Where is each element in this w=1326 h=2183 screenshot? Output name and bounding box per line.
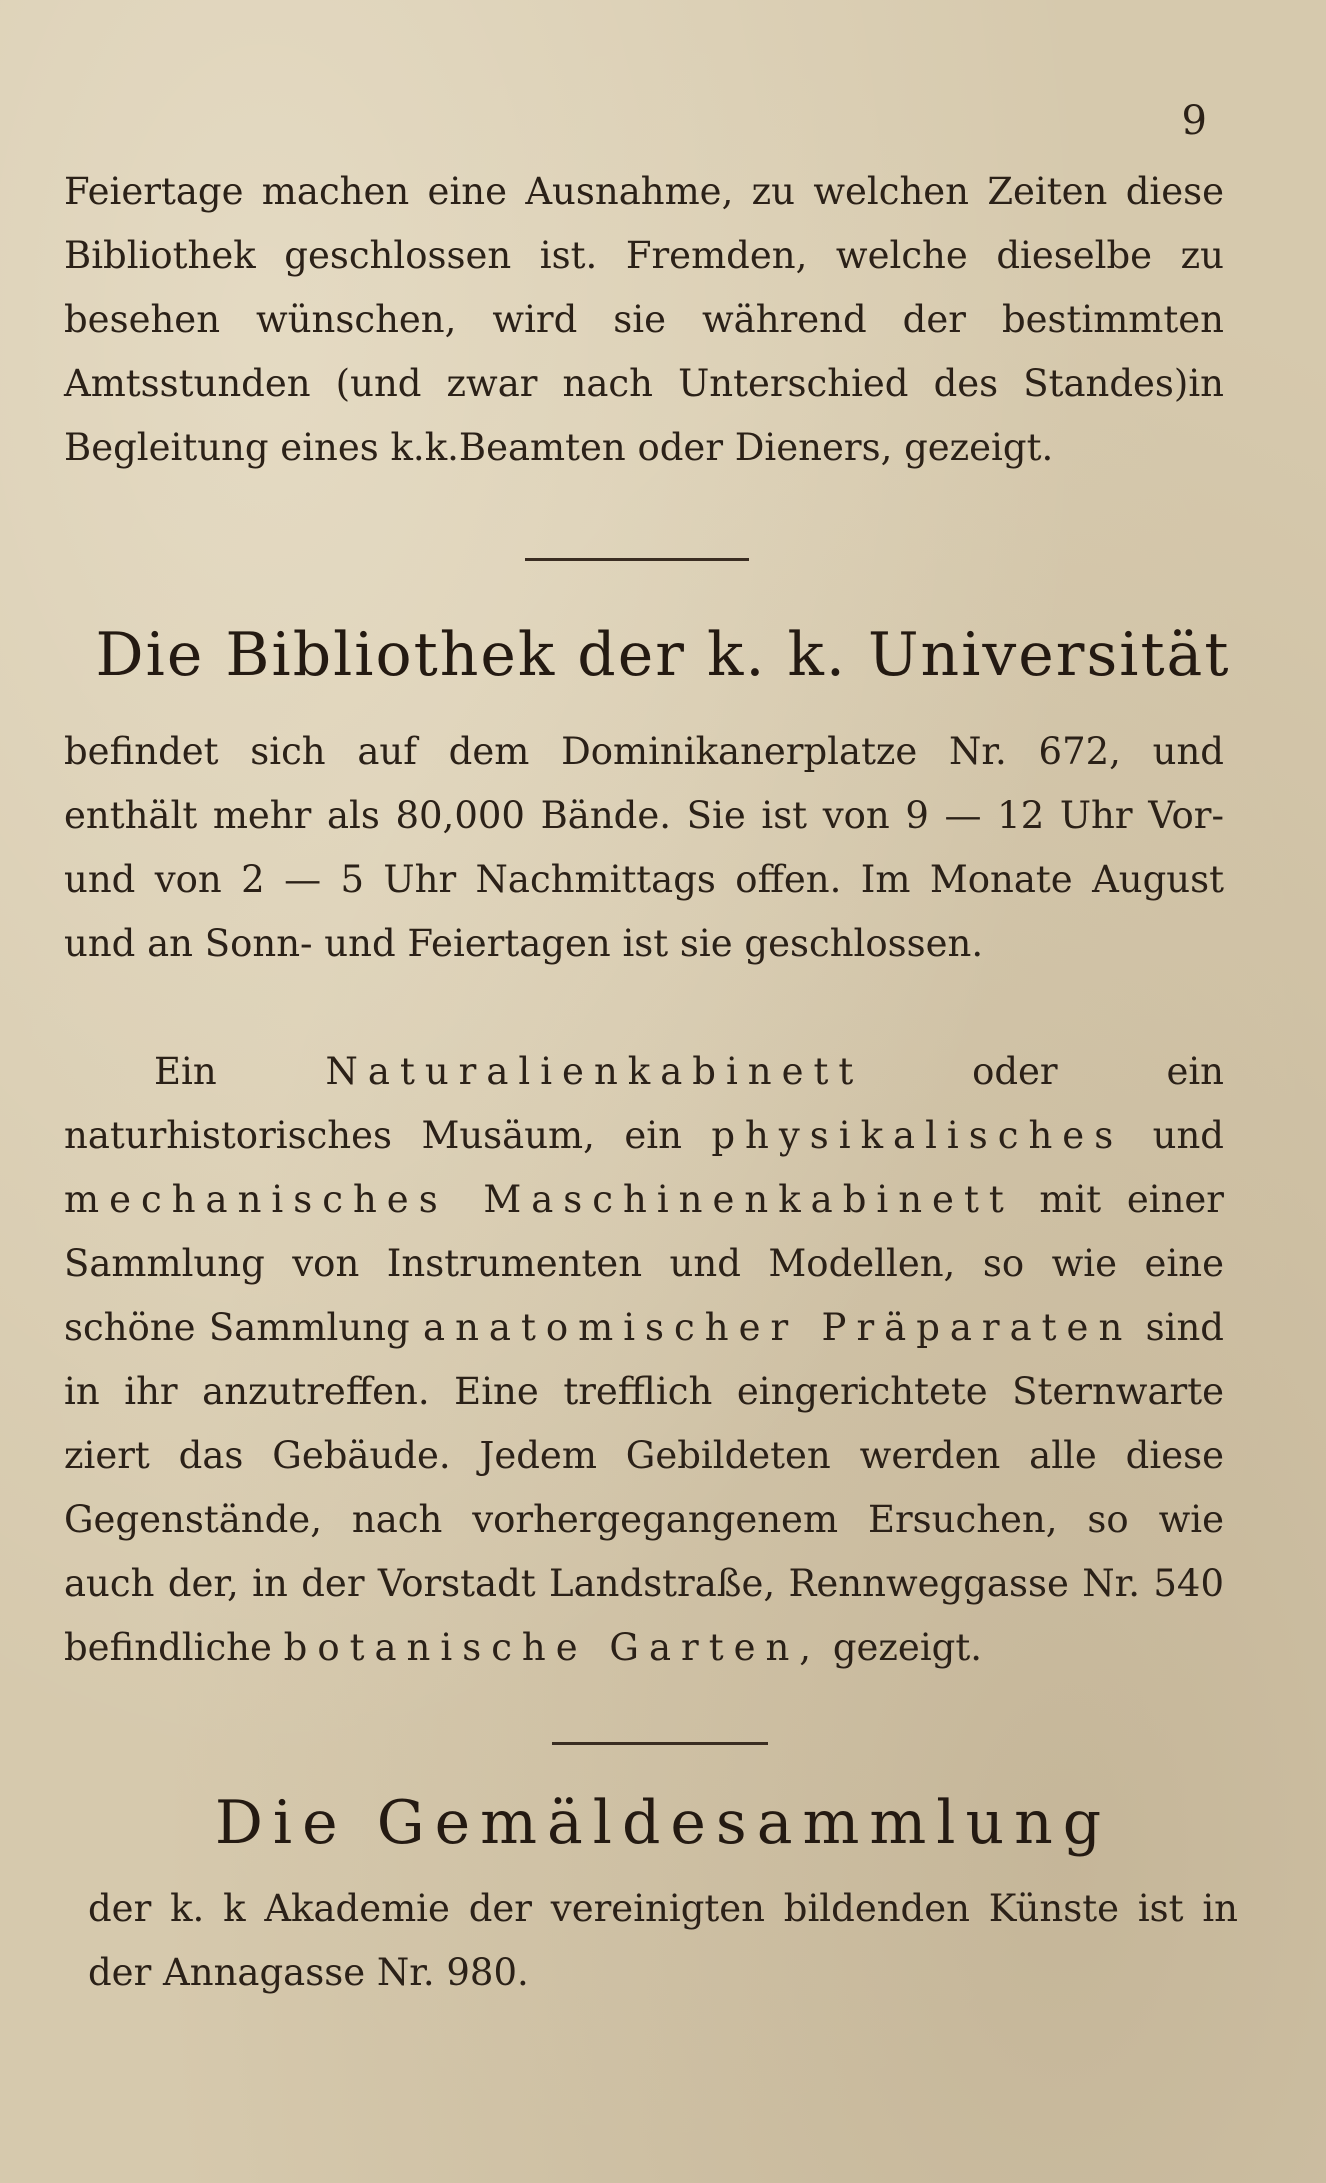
paragraph-library-hours: Feiertage machen eine Ausnahme, zu welchen Zeiten diese Bibliothek geschlossen ist. Fremden, welche dieselbe zu besehen wünschen, wird sie während der bestimmten Amtsstunden (und zwar nach Unterschied des Standes)in Begleitung eines k.k.Beamten oder Dieners, gezeigt. [64, 170, 1224, 469]
paragraph-cabinets [64, 1040, 1224, 1680]
heading-university-library: Die Bibliothek der k. k. Universität [95, 620, 1231, 690]
section-divider [552, 1742, 768, 1745]
paragraph-painting-collection: der k. k Akademie der vereinigten bildenden Künste ist in der Annagasse Nr. 980. [88, 1887, 1238, 1994]
section-divider [525, 558, 749, 561]
emphasized-text: Naturalienkabinett [325, 1050, 864, 1093]
text-run: und [1152, 1114, 1224, 1157]
text-run: oder ein naturhistorisches Musäum, ein [64, 1050, 1225, 1157]
text-run: Ein [154, 1050, 217, 1093]
page-number: 9 [1181, 98, 1208, 144]
emphasized-text: botanische Garten, [283, 1626, 822, 1669]
text-run: mit einer Sammlung von Instrumenten und Modellen, so wie eine schöne Sammlung [64, 1178, 1224, 1349]
paragraph-university-library: befindet sich auf dem Dominikanerplatze Nr. 672, und enthält mehr als 80,000 Bände. Sie ist von 9 — 12 Uhr Vor- und von 2 — 5 Uhr Nachmittags offen. Im Monate August und an Sonn- und Feiertagen ist sie geschlossen. [64, 730, 1224, 965]
heading-painting-collection: Die Gemäldesammlung [214, 1788, 1112, 1858]
emphasized-text: mechanisches Maschinenkabinett [64, 1178, 1014, 1221]
text-run: gezeigt. [832, 1626, 982, 1669]
emphasized-text: physikalisches [711, 1114, 1124, 1157]
emphasized-text: anatomischer Präparaten [423, 1306, 1133, 1349]
text-run: sind in ihr anzutreffen. Eine trefflich eingerichtete Sternwarte ziert das Gebäude. Jedem Gebildeten werden alle diese Gegenstände, nach vorhergegangenem Ersuchen, so wie auch der, in der Vorstadt Landstraße, Rennweggasse Nr. 540 befindliche [64, 1306, 1224, 1669]
